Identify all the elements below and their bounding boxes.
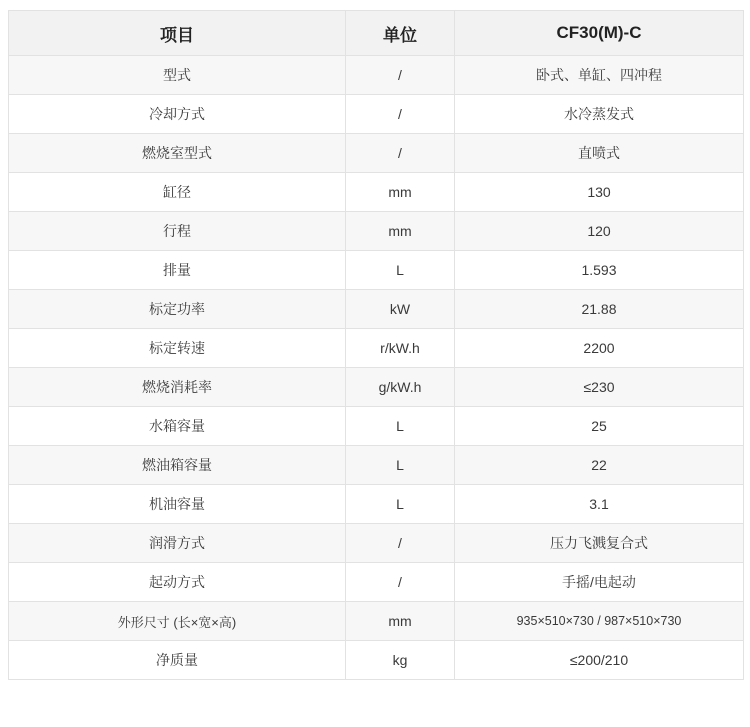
table-row: [9, 485, 744, 524]
row-unit-value: kg: [346, 641, 455, 680]
row-item-label: 缸径: [9, 173, 346, 212]
row-spec-value: 1.593: [455, 251, 744, 290]
row-spec-value: 2200: [455, 329, 744, 368]
table-row: [9, 212, 744, 251]
row-spec-value: ≤200/210: [455, 641, 744, 680]
row-unit-value: L: [346, 407, 455, 446]
table-row: [9, 524, 744, 563]
row-spec-value: 卧式、单缸、四冲程: [455, 56, 744, 95]
row-item-label: 起动方式: [9, 563, 346, 602]
row-item-label: 外形尺寸 (长×宽×高): [9, 602, 346, 641]
table-row: [9, 368, 744, 407]
table-row: [9, 290, 744, 329]
row-item-label: 润滑方式: [9, 524, 346, 563]
table-header-row: [9, 11, 744, 56]
row-item-label: 标定功率: [9, 290, 346, 329]
row-spec-value: 130: [455, 173, 744, 212]
row-item-label: 燃烧室型式: [9, 134, 346, 173]
table-row: [9, 95, 744, 134]
row-unit-value: mm: [346, 212, 455, 251]
row-unit-value: mm: [346, 602, 455, 641]
row-unit-value: /: [346, 95, 455, 134]
header-unit: 单位: [346, 11, 455, 56]
row-unit-value: L: [346, 251, 455, 290]
row-unit-value: /: [346, 563, 455, 602]
row-unit-value: L: [346, 446, 455, 485]
header-item: 项目: [9, 11, 346, 56]
table-row: [9, 407, 744, 446]
row-spec-value: 25: [455, 407, 744, 446]
table-row: [9, 134, 744, 173]
row-unit-value: /: [346, 524, 455, 563]
table-row: [9, 251, 744, 290]
table-row: [9, 641, 744, 680]
row-spec-value: 水冷蒸发式: [455, 95, 744, 134]
row-spec-value: ≤230: [455, 368, 744, 407]
row-item-label: 水箱容量: [9, 407, 346, 446]
row-unit-value: /: [346, 134, 455, 173]
header-model: CF30(M)-C: [455, 11, 744, 56]
table-body: [9, 11, 744, 680]
row-item-label: 标定转速: [9, 329, 346, 368]
row-spec-value: 21.88: [455, 290, 744, 329]
row-item-label: 型式: [9, 56, 346, 95]
row-spec-value: 3.1: [455, 485, 744, 524]
row-spec-value: 22: [455, 446, 744, 485]
row-unit-value: kW: [346, 290, 455, 329]
row-unit-value: r/kW.h: [346, 329, 455, 368]
table-row: [9, 446, 744, 485]
row-item-label: 机油容量: [9, 485, 346, 524]
row-item-label: 行程: [9, 212, 346, 251]
row-item-label: 燃烧消耗率: [9, 368, 346, 407]
row-unit-value: mm: [346, 173, 455, 212]
row-item-label: 燃油箱容量: [9, 446, 346, 485]
row-item-label: 冷却方式: [9, 95, 346, 134]
row-unit-value: L: [346, 485, 455, 524]
row-unit-value: /: [346, 56, 455, 95]
table-row: [9, 56, 744, 95]
row-spec-value: 直喷式: [455, 134, 744, 173]
row-spec-value: 935×510×730 / 987×510×730: [455, 602, 744, 641]
row-item-label: 排量: [9, 251, 346, 290]
row-unit-value: g/kW.h: [346, 368, 455, 407]
table-row: [9, 563, 744, 602]
row-item-label: 净质量: [9, 641, 346, 680]
table-row: [9, 602, 744, 641]
row-spec-value: 120: [455, 212, 744, 251]
table-row: [9, 173, 744, 212]
engine-spec-table: [8, 10, 744, 680]
table-row: [9, 329, 744, 368]
row-spec-value: 压力飞溅复合式: [455, 524, 744, 563]
row-spec-value: 手摇/电起动: [455, 563, 744, 602]
